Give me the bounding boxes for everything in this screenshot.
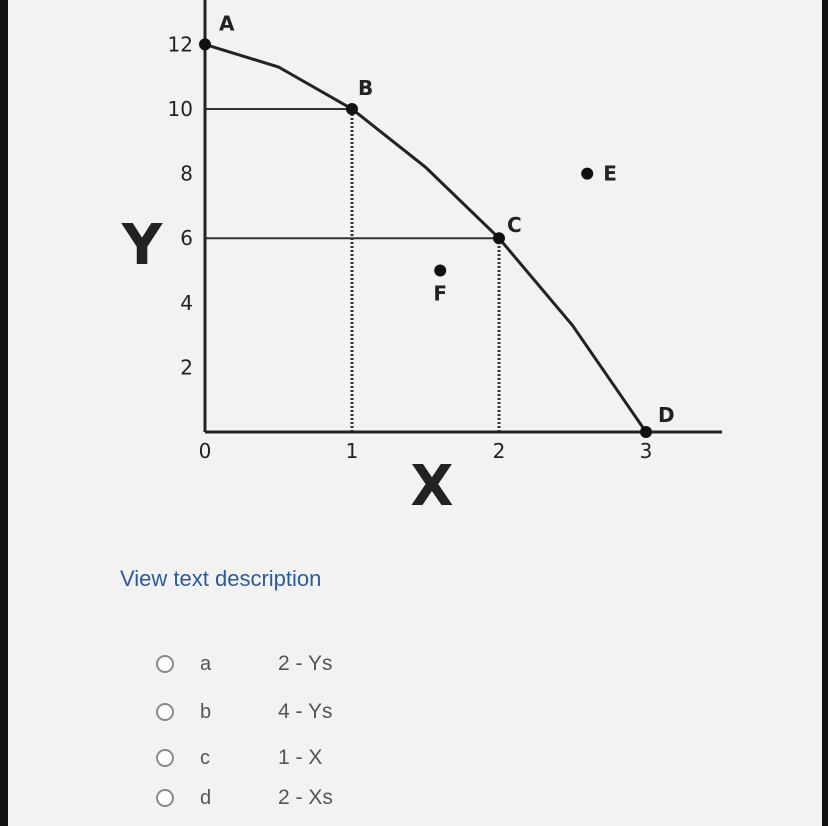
y-tick-label: 4 [180,290,193,315]
option-a-letter: a [200,652,212,675]
view-text-description-link[interactable]: View text description [120,566,322,591]
option-b-text: 4 - Ys [278,700,333,723]
x-axis-title: X [410,454,454,519]
y-tick-label: 6 [180,226,193,251]
x-tick-label: 0 [198,439,212,463]
y-tick-label: 12 [167,32,193,57]
point-f-dot [434,265,446,277]
point-e-dot [581,168,593,180]
x-tick-label: 1 [345,439,359,463]
option-a-radio[interactable] [156,655,174,673]
point-a-label: A [219,11,235,36]
point-d-label: D [658,403,675,427]
x-tick-label: 2 [492,439,506,463]
point-e-label: E [603,161,617,186]
option-d-radio[interactable] [156,789,174,807]
option-c-letter: c [200,746,210,769]
point-c-label: C [507,213,522,238]
x-tick-label: 3 [639,439,653,463]
option-d[interactable] [156,782,333,814]
point-d-dot [640,426,652,438]
option-a-text: 2 - Ys [278,652,333,675]
option-b-letter: b [200,700,212,723]
y-tick-label: 2 [180,355,193,380]
y-axis-title: Y [121,213,163,278]
option-b[interactable] [156,696,333,728]
option-c-text: 1 - X [278,746,323,769]
point-b-dot [346,103,358,115]
option-c[interactable] [156,742,323,774]
option-c-radio[interactable] [156,749,174,767]
option-d-text: 2 - Xs [278,786,333,809]
point-f-label: F [433,281,448,306]
option-d-letter: d [200,786,212,809]
point-b-label: B [358,76,374,100]
point-c-dot [493,232,505,244]
point-a-dot [199,38,211,50]
y-tick-label: 8 [180,161,193,186]
option-b-radio[interactable] [156,703,174,721]
y-tick-label: 10 [167,97,193,121]
option-a[interactable] [156,648,333,680]
